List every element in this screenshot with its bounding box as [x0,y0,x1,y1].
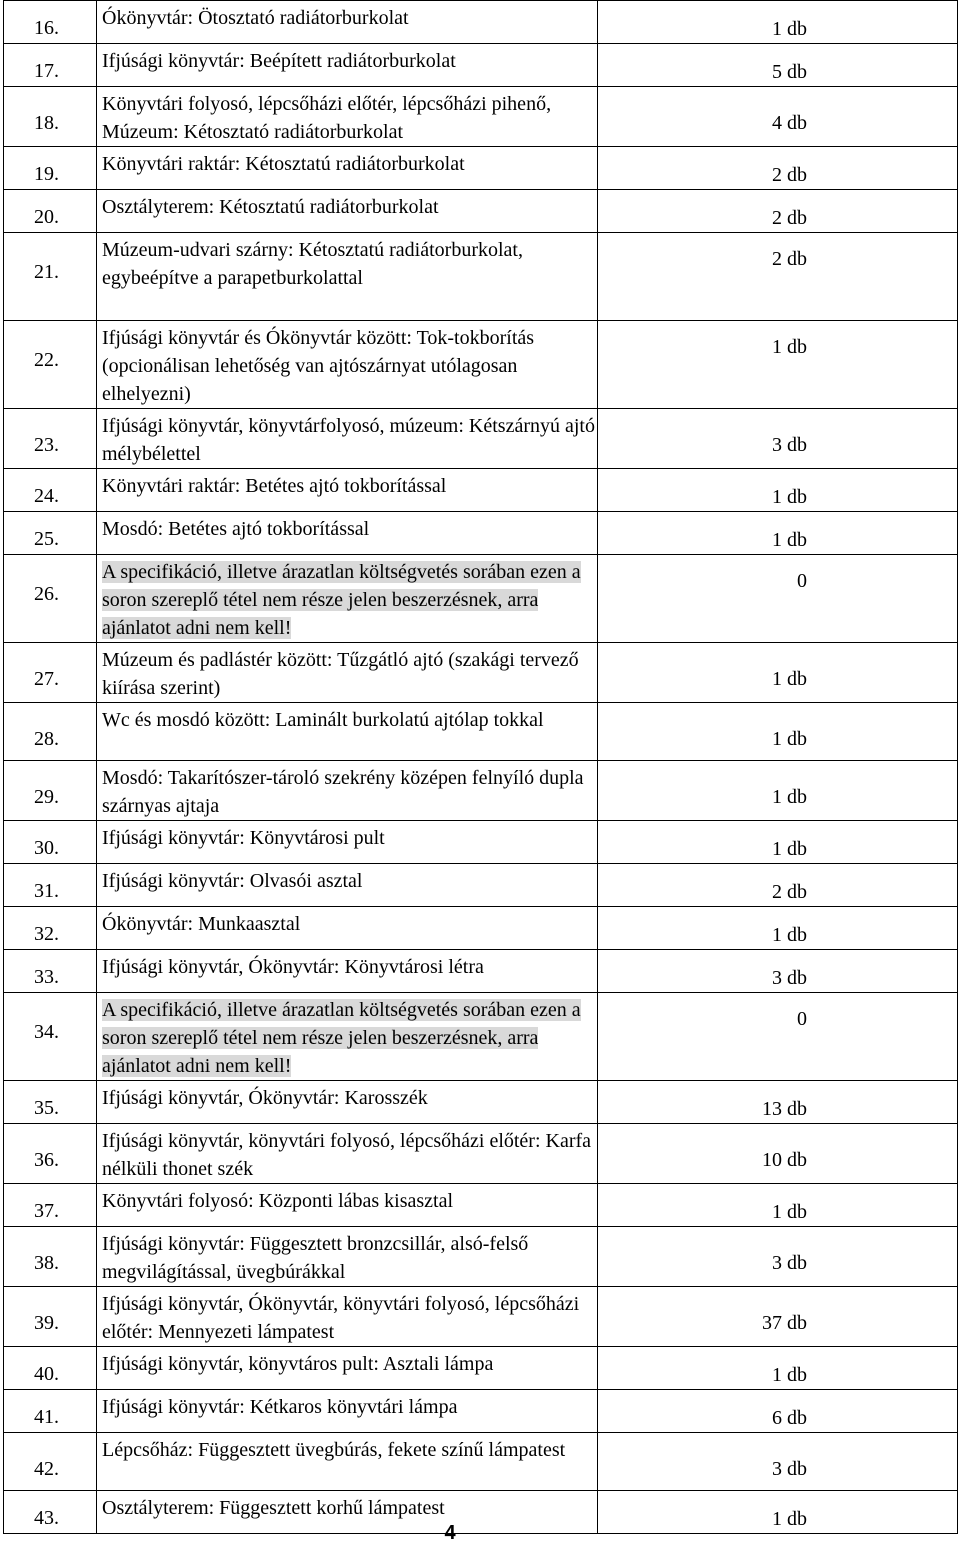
table-row [4,321,958,409]
table-row [4,761,958,821]
table-row [4,1081,958,1124]
item-description-text: Lépcsőház: Függesztett üvegbúrás, fekete színű lámpatest [102,1439,566,1461]
item-description-text: Wc és mosdó között: Laminált burkolatú ajtólap tokkal [102,709,544,731]
item-description [97,44,598,87]
item-quantity: 1 db [598,1184,958,1227]
item-quantity: 6 db [598,1390,958,1433]
item-description [97,190,598,233]
item-description [97,907,598,950]
item-quantity: 1 db [598,512,958,555]
item-number: 30. [4,821,97,864]
item-number: 19. [4,147,97,190]
item-description [97,703,598,761]
item-description-text: Ifjúsági könyvtár: Könyvtárosi pult [102,827,385,849]
table-row [4,233,958,321]
item-quantity: 4 db [598,87,958,147]
item-description-text: Ifjúsági könyvtár: Kétkaros könyvtári lámpa [102,1396,458,1418]
item-description [97,1,598,44]
table-row [4,1227,958,1287]
item-description [97,1347,598,1390]
item-description [97,1081,598,1124]
item-number: 21. [4,233,97,321]
item-description [97,950,598,993]
item-description-text: Osztályterem: Kétosztatú radiátorburkolat [102,196,439,218]
table-row [4,87,958,147]
item-description [97,1227,598,1287]
table-row [4,643,958,703]
item-description-text: Könyvtári folyosó, lépcsőházi előtér, lépcsőházi pihenő, Múzeum: Kétosztató radiátorburkolat [102,93,552,143]
item-number: 23. [4,409,97,469]
item-quantity: 3 db [598,409,958,469]
table-row [4,1184,958,1227]
item-number: 37. [4,1184,97,1227]
item-description-text: Ifjúsági könyvtár, Ókönyvtár: Könyvtárosi létra [102,956,484,978]
item-quantity: 1 db [598,1347,958,1390]
item-quantity: 2 db [598,864,958,907]
item-number: 39. [4,1287,97,1347]
item-quantity: 1 db [598,1,958,44]
item-description-text: Múzeum-udvari szárny: Kétosztatú radiátorburkolat, egybeépítve a parapetburkolattal [102,239,523,289]
item-description [97,761,598,821]
item-description-text: Ifjúsági könyvtár, Ókönyvtár: Karosszék [102,1087,428,1109]
item-quantity: 13 db [598,1081,958,1124]
item-number: 22. [4,321,97,409]
item-number: 28. [4,703,97,761]
item-description [97,409,598,469]
item-number: 32. [4,907,97,950]
item-description-text: Ókönyvtár: Munkaasztal [102,913,301,935]
item-number: 40. [4,1347,97,1390]
item-description-text: Ifjúsági könyvtár és Ókönyvtár között: Tok-tokborítás (opcionálisan lehetőség van ajtószárnyat utólagosan elhelyezni) [102,327,535,405]
item-description [97,1124,598,1184]
item-description-text: Könyvtári raktár: Kétosztatú radiátorburkolat [102,153,465,175]
item-description-text: Ókönyvtár: Ötosztató radiátorburkolat [102,7,409,29]
item-number: 18. [4,87,97,147]
item-number: 24. [4,469,97,512]
table-row [4,1390,958,1433]
table-row [4,1347,958,1390]
item-description [97,87,598,147]
item-description [97,321,598,409]
table-row [4,190,958,233]
page-number: 4 [444,1522,456,1544]
item-number: 27. [4,643,97,703]
items-table-body [4,1,958,1534]
table-row [4,703,958,761]
item-description-text: Ifjúsági könyvtár: Függesztett bronzcsillár, alsó-felső megvilágítással, üvegbúrákkal [102,1233,529,1283]
items-table [3,0,958,1534]
item-number: 41. [4,1390,97,1433]
item-quantity: 1 db [598,821,958,864]
item-number: 16. [4,1,97,44]
item-quantity: 1 db [598,469,958,512]
item-quantity: 1 db [598,1491,958,1534]
item-description [97,993,598,1081]
item-description [97,1287,598,1347]
item-quantity: 0 [598,993,958,1081]
item-number: 42. [4,1433,97,1491]
item-description [97,821,598,864]
item-description [97,864,598,907]
item-number: 35. [4,1081,97,1124]
item-number: 43. [4,1491,97,1534]
item-description-text: Múzeum és padlástér között: Tűzgátló ajtó (szakági tervező kiírása szerint) [102,649,579,699]
item-description-text: Könyvtári folyosó: Központi lábas kisasztal [102,1190,454,1212]
table-row [4,864,958,907]
item-quantity: 5 db [598,44,958,87]
item-description-text: Könyvtári raktár: Betétes ajtó tokborítással [102,475,447,497]
item-description-text: Ifjúsági könyvtár, Ókönyvtár, könyvtári folyosó, lépcsőházi előtér: Mennyezeti lámpatest [102,1293,580,1343]
item-number: 25. [4,512,97,555]
table-row [4,821,958,864]
table-row [4,993,958,1081]
item-number: 26. [4,555,97,643]
table-row [4,907,958,950]
item-description-text: Mosdó: Takarítószer-tároló szekrény középen felnyíló dupla szárnyas ajtaja [102,767,584,817]
item-number: 34. [4,993,97,1081]
item-quantity: 1 db [598,321,958,409]
table-row [4,1124,958,1184]
item-number: 20. [4,190,97,233]
item-number: 31. [4,864,97,907]
item-description-text: A specifikáció, illetve árazatlan költségvetés sorában ezen a soron szereplő tétel nem része jelen beszerzésnek, arra ajánlatot adni nem kell! [102,999,581,1077]
item-number: 38. [4,1227,97,1287]
item-description [97,1390,598,1433]
table-row [4,512,958,555]
item-description-text: A specifikáció, illetve árazatlan költségvetés sorában ezen a soron szereplő tétel nem része jelen beszerzésnek, arra ajánlatot adni nem kell! [102,561,581,639]
item-quantity: 3 db [598,950,958,993]
item-quantity: 3 db [598,1227,958,1287]
item-description-text: Osztályterem: Függesztett korhű lámpatest [102,1497,445,1519]
item-description-text: Ifjúsági könyvtár, könyvtári folyosó, lépcsőházi előtér: Karfa nélküli thonet szék [102,1130,592,1180]
table-row [4,1287,958,1347]
table-row [4,950,958,993]
table-row [4,44,958,87]
item-quantity: 0 [598,555,958,643]
item-quantity: 1 db [598,761,958,821]
item-quantity: 1 db [598,703,958,761]
item-description-text: Ifjúsági könyvtár: Olvasói asztal [102,870,363,892]
table-row [4,1433,958,1491]
item-description [97,147,598,190]
item-number: 29. [4,761,97,821]
table-row [4,409,958,469]
item-number: 17. [4,44,97,87]
item-description [97,555,598,643]
table-row [4,1,958,44]
item-quantity: 2 db [598,233,958,321]
item-quantity: 2 db [598,147,958,190]
item-quantity: 3 db [598,1433,958,1491]
item-description [97,233,598,321]
item-quantity: 1 db [598,907,958,950]
item-description-text: Ifjúsági könyvtár, könyvtárfolyosó, múzeum: Kétszárnyú ajtó mélybélettel [102,415,595,465]
item-number: 33. [4,950,97,993]
item-quantity: 1 db [598,643,958,703]
table-row [4,555,958,643]
item-quantity: 10 db [598,1124,958,1184]
table-row [4,469,958,512]
item-description [97,643,598,703]
item-description [97,1184,598,1227]
item-number: 36. [4,1124,97,1184]
item-quantity: 37 db [598,1287,958,1347]
item-quantity: 2 db [598,190,958,233]
item-description [97,469,598,512]
item-description [97,512,598,555]
item-description [97,1433,598,1491]
item-description-text: Ifjúsági könyvtár: Beépített radiátorburkolat [102,50,456,72]
item-description-text: Mosdó: Betétes ajtó tokborítással [102,518,370,540]
table-row [4,147,958,190]
item-description-text: Ifjúsági könyvtár, könyvtáros pult: Asztali lámpa [102,1353,494,1375]
